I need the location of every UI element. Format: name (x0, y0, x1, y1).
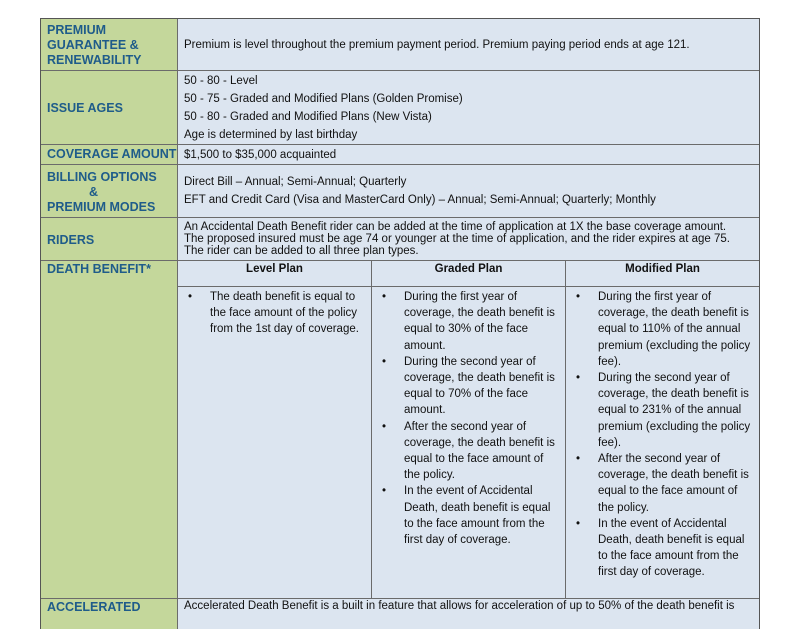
bullet-text: In the event of Accidental Death, death benefit is equal to the face amount from the first day of coverage. (598, 517, 745, 579)
issue-age-line: 50 - 75 - Graded and Modified Plans (Golden Promise) (184, 92, 463, 105)
row-value (178, 218, 759, 260)
label-text: COVERAGE AMOUNT (47, 147, 177, 161)
label-text: ACCELERATED (47, 600, 141, 614)
row-accelerated (41, 599, 759, 629)
bullet-icon: • (576, 453, 581, 466)
row-label (41, 218, 178, 260)
row-label (41, 19, 178, 70)
bullet-item (378, 483, 559, 548)
row-value (178, 165, 759, 217)
label-text: ISSUE AGES (47, 101, 123, 115)
policy-features-table (40, 18, 760, 629)
issue-age-line: 50 - 80 - Graded and Modified Plans (New Vista) (184, 110, 432, 123)
plan-title: Level Plan (178, 261, 371, 287)
bullet-text: During the first year of coverage, the death benefit is equal to 30% of the face amount. (404, 291, 555, 352)
rider-line: The proposed insured must be age 74 or younger at the time of application, and the rider expires at age 75. (184, 233, 730, 245)
row-value (178, 19, 759, 70)
bullet-icon: • (382, 355, 387, 368)
rider-line: The rider can be added to all three plan types. (184, 245, 419, 257)
row-issue-ages (41, 71, 759, 145)
bullet-text: After the second year of coverage, the death benefit is equal to the face amount of the policy. (404, 420, 555, 482)
bullet-text: During the first year of coverage, the death benefit is equal to 110% of the annual premium (excluding the policy fee). (598, 291, 751, 368)
bullet-text: During the second year of coverage, the death benefit is equal to 70% of the face amount. (404, 355, 555, 417)
row-label (41, 145, 178, 164)
label-line: & (89, 184, 99, 199)
row-billing-options (41, 165, 759, 218)
bullet-icon: • (382, 420, 387, 433)
row-label (41, 599, 178, 629)
bullet-icon: • (576, 291, 581, 303)
label-text: DEATH BENEFIT* (47, 262, 151, 276)
billing-line: EFT and Credit Card (Visa and MasterCard Only) – Annual; Semi-Annual; Quarterly; Monthly (184, 194, 656, 206)
issue-age-line: Age is determined by last birthday (184, 128, 358, 141)
row-premium-guarantee (41, 19, 759, 71)
bullet-item (378, 419, 559, 484)
row-label (41, 261, 178, 598)
row-riders (41, 218, 759, 261)
row-coverage-amount (41, 145, 759, 165)
label-line: PREMIUM MODES (47, 199, 156, 214)
bullet-text: In the event of Accidental Death, death benefit is equal to the face amount from the first day of coverage. (404, 485, 551, 547)
row-label (41, 71, 178, 144)
bullet-text: The death benefit is equal to the face amount of the policy from the 1st day of coverage. (210, 291, 359, 336)
label-line: BILLING OPTIONS (47, 169, 157, 184)
bullet-item (184, 289, 365, 338)
bullet-item (572, 516, 753, 581)
label-line: RENEWABILITY (47, 53, 142, 67)
plan-body (566, 287, 759, 581)
row-label (41, 165, 178, 217)
bullet-icon: • (188, 291, 193, 303)
plan-level (178, 261, 372, 598)
coverage-text: $1,500 to $35,000 acquainted (184, 148, 337, 161)
row-value (178, 599, 759, 629)
bullet-icon: • (382, 485, 387, 498)
accelerated-text: Accelerated Death Benefit is a built in feature that allows for acceleration of up to 50% of the death benefit is (184, 600, 735, 612)
issue-age-line: 50 - 80 - Level (184, 74, 258, 87)
bullet-icon: • (576, 517, 581, 530)
plan-graded (372, 261, 566, 598)
bullet-text: After the second year of coverage, the death benefit is equal to the face amount of the policy. (598, 453, 749, 514)
bullet-item (378, 354, 559, 419)
plan-modified (566, 261, 759, 598)
premium-text: Premium is level throughout the premium payment period. Premium paying period ends at age 121. (184, 38, 690, 51)
plan-title: Graded Plan (372, 261, 565, 287)
bullet-text: During the second year of coverage, the death benefit is equal to 231% of the annual premium (excluding the policy fee). (598, 372, 751, 449)
bullet-icon: • (382, 291, 387, 303)
plan-body (178, 287, 371, 338)
row-death-benefit (41, 261, 759, 599)
bullet-item (572, 289, 753, 370)
label-line: GUARANTEE & (47, 38, 139, 52)
row-value (178, 145, 759, 164)
rider-line: An Accidental Death Benefit rider can be added at the time of application at 1X the base coverage amount. (184, 221, 727, 233)
label-text: RIDERS (47, 232, 95, 247)
plan-body (372, 287, 565, 548)
label-line: PREMIUM (47, 23, 107, 37)
bullet-item (378, 289, 559, 354)
row-value (178, 261, 759, 598)
bullet-icon: • (576, 372, 581, 385)
plan-columns (178, 261, 759, 598)
row-value (178, 71, 759, 144)
billing-line: Direct Bill – Annual; Semi-Annual; Quarterly (184, 176, 407, 188)
bullet-item (572, 370, 753, 451)
plan-title: Modified Plan (566, 261, 759, 287)
bullet-item (572, 451, 753, 516)
